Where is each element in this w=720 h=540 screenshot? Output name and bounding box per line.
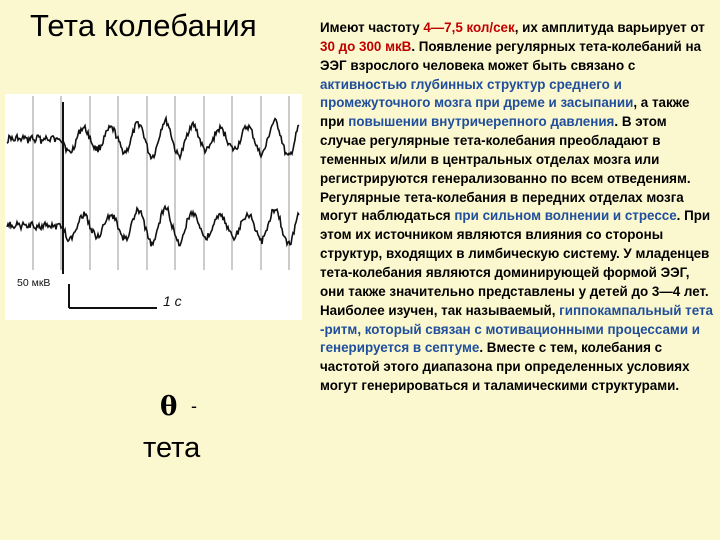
eeg-trace-2 [7,206,299,246]
body-text [320,19,716,396]
intracranial-pressure-highlight: повышении внутричерепного давления [348,114,615,130]
text-part-6: . При этом их источником являются влияния со стороны структур, входящих в лимбическую систему. У младенцев тета-колебания являются доминирующей формой ЭЭГ, они также значительно представлены у детей до 3—4 лет. Наиболее изучен, так называемый, [320,208,711,318]
theta-symbol: θ [160,392,178,422]
text-part-4: , а также при [320,95,690,130]
amplitude-label: 50 мкВ [17,277,51,289]
deep-structures-highlight: активностью глубинных структур среднего и промежуточного мозга при дреме и засыпании [320,76,634,111]
slide-title: Тета колебания [30,8,257,43]
text-part-2: , их амплитуда варьирует от [514,20,705,35]
text-part-7: . Вместе с тем, колебания с частотой этого диапазона при определенных условиях могут генерироваться и таламическими структурами. [320,340,690,394]
text-part-5: . В этом случае регулярные тета-колебания преобладают в теменных и/или в центральных отделах мозга или регистрируются генерализованно по всем отведениям. Регулярные тета-колебания в передних отделах мозга могут наблюдаться [320,114,691,224]
eeg-figure [5,94,302,320]
eeg-grid [33,96,289,270]
eeg-trace-1 [7,118,299,159]
amplitude-highlight: 30 до 300 мкВ [320,38,412,54]
theta-dash: - [191,396,197,416]
text-part-1: Имеют частоту [320,20,424,35]
text-part-3: . Появление регулярных тета-колебаний на ЭЭГ взрослого человека может быть связано с [320,38,702,73]
frequency-highlight: 4—7,5 кол/сек [423,20,515,35]
theta-word: тета [143,432,201,464]
time-label: 1 с [163,293,182,309]
hippocampal-rhythm-highlight: гиппокампальный тета -ритм, который связан с мотивационными процессами и генерируется в септуме [320,302,713,356]
stress-highlight: при сильном волнении и стрессе [454,208,677,224]
